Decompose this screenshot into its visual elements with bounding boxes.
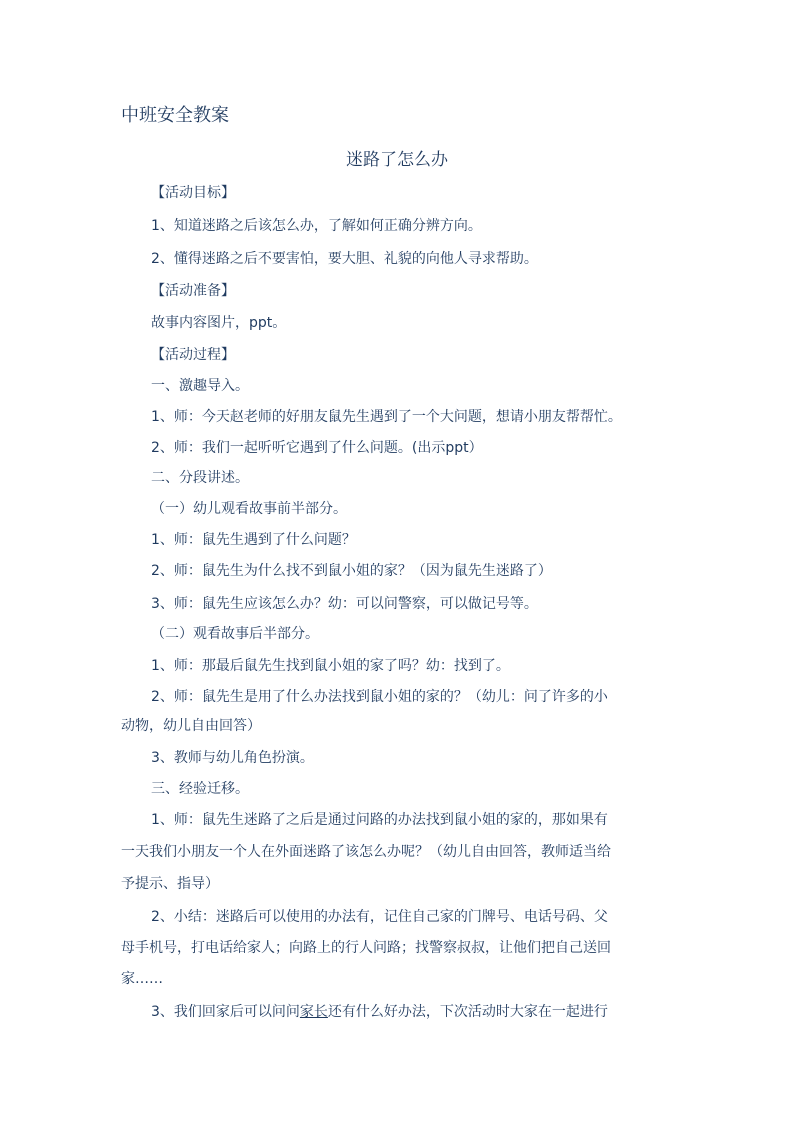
link-parents[interactable]: 家长	[299, 1004, 328, 1020]
paragraph-line: 2、小结：迷路后可以使用的办法有，记住自己家的门牌号、电话号码、父	[151, 909, 608, 925]
paragraph-line: 一天我们小朋友一个人在外面迷路了该怎么办呢？（幼儿自由回答，教师适当给	[121, 844, 611, 860]
paragraph-line: 故事内容图片，ppt。	[151, 315, 287, 331]
paragraph-line: 家……	[121, 971, 163, 987]
paragraph-line: 1、知道迷路之后该怎么办，了解如何正确分辨方向。	[151, 218, 482, 234]
paragraph-line: 1、师：今天赵老师的好朋友鼠先生遇到了一个大问题，想请小朋友帮帮忙。	[151, 409, 622, 425]
text-segment: 还有什么好办法，下次活动时大家在一起进行	[327, 1004, 608, 1020]
paragraph-line: 1、师：鼠先生遇到了什么问题？	[151, 532, 356, 548]
paragraph-line: 3、师：鼠先生应该怎么办？幼：可以问警察，可以做记号等。	[151, 596, 538, 612]
paragraph-line: 三、经验迁移。	[151, 781, 249, 797]
paragraph-line: 母手机号，打电话给家人；向路上的行人问路；找警察叔叔，让他们把自己送回	[121, 940, 611, 956]
paragraph-line: （二）观看故事后半部分。	[151, 626, 319, 642]
paragraph-line: 1、师：鼠先生迷路了之后是通过问路的办法找到鼠小姐的家的，那如果有	[151, 812, 608, 828]
paragraph-line-last	[151, 1002, 608, 1022]
lesson-title: 迷路了怎么办	[346, 150, 448, 170]
section-heading-process: 【活动过程】	[151, 347, 235, 363]
paragraph-line: 二、分段讲述。	[151, 470, 249, 486]
paragraph-line: 2、懂得迷路之后不要害怕，要大胆、礼貌的向他人寻求帮助。	[151, 251, 538, 267]
section-heading-goals: 【活动目标】	[151, 185, 235, 201]
paragraph-line: （一）幼儿观看故事前半部分。	[151, 501, 347, 517]
text-segment: 3、我们回家后可以问问	[151, 1004, 300, 1020]
paragraph-line: 一、激趣导入。	[151, 378, 249, 394]
paragraph-line: 1、师：那最后鼠先生找到鼠小姐的家了吗？幼：找到了。	[151, 658, 510, 674]
section-heading-preparation: 【活动准备】	[151, 283, 235, 299]
document-title: 中班安全教案	[121, 105, 229, 126]
paragraph-line: 动物，幼儿自由回答）	[121, 718, 261, 734]
paragraph-line: 2、师：鼠先生是用了什么办法找到鼠小姐的家的？（幼儿：问了许多的小	[151, 689, 608, 705]
paragraph-line: 3、教师与幼儿角色扮演。	[151, 750, 314, 766]
paragraph-line: 2、师：我们一起听听它遇到了什么问题。(出示ppt）	[151, 440, 483, 456]
paragraph-line: 予提示、指导）	[121, 876, 219, 892]
paragraph-line: 2、师：鼠先生为什么找不到鼠小姐的家？（因为鼠先生迷路了）	[151, 563, 552, 579]
